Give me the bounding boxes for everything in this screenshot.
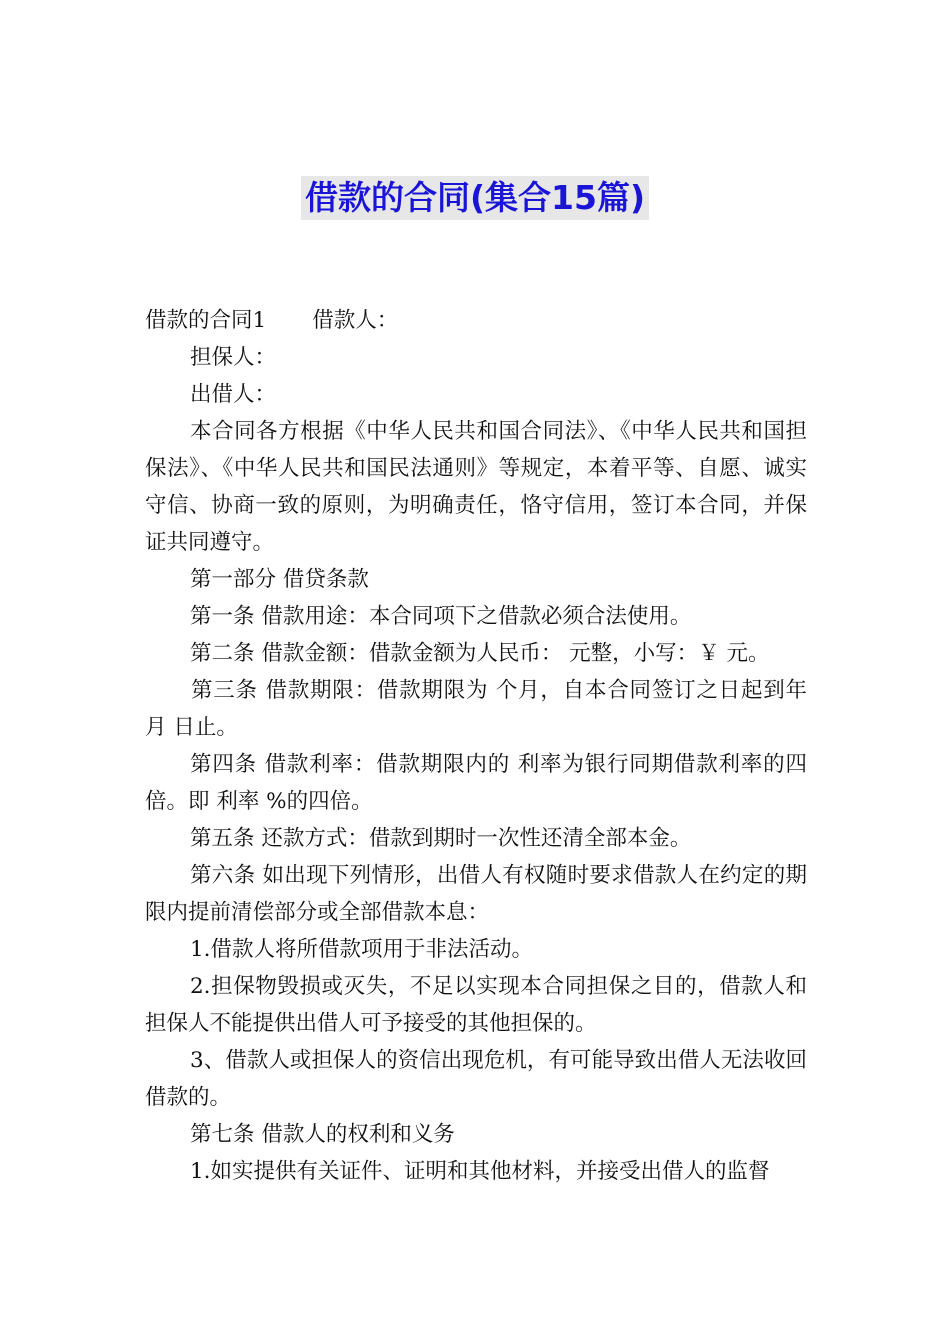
contract-number: 借款的合同1 <box>145 308 267 333</box>
list-item: 1.如实提供有关证件、证明和其他材料，并接受出借人的监督 <box>190 1159 770 1184</box>
list-item: 3、借款人或担保人的资信出现危机，有可能导致出借人无法收回借款的。 <box>145 1048 807 1110</box>
contract-heading-line <box>145 302 807 339</box>
list-item: 2.担保物毁损或灭失，不足以实现本合同担保之目的，借款人和担保人不能提供出借人可予接受的其他担保的。 <box>145 974 807 1036</box>
guarantor-label: 担保人： <box>190 345 277 370</box>
section-heading: 第一部分 借贷条款 <box>190 567 369 592</box>
article-paragraph: 第四条 借款利率：借款期限内的 利率为银行同期借款利率的四倍。即 利率 %的四倍。 <box>145 752 807 814</box>
article-paragraph: 第三条 借款期限：借款期限为 个月，自本合同签订之日起到年 月 日止。 <box>145 678 807 740</box>
article-paragraph: 第一条 借款用途：本合同项下之借款必须合法使用。 <box>190 604 692 629</box>
borrower-label: 借款人： <box>312 308 399 333</box>
article-paragraph: 第六条 如出现下列情形，出借人有权随时要求借款人在约定的期限内提前清偿部分或全部借款本息： <box>145 863 807 925</box>
list-item: 1.借款人将所借款项用于非法活动。 <box>190 937 534 962</box>
title-container <box>0 176 950 220</box>
document-title: 借款的合同(集合15篇) <box>301 176 649 220</box>
lender-label: 出借人： <box>190 382 277 407</box>
article-heading: 第七条 借款人的权利和义务 <box>190 1122 455 1147</box>
article-paragraph: 第五条 还款方式：借款到期时一次性还清全部本金。 <box>190 826 692 851</box>
document-body <box>145 302 807 1190</box>
preamble-paragraph: 本合同各方根据《中华人民共和国合同法》、《中华人民共和国担保法》、《中华人民共和国民法通则》等规定，本着平等、自愿、诚实守信、协商一致的原则，为明确责任，恪守信用，签订本合同，并保证共同遵守。 <box>145 419 807 555</box>
article-paragraph: 第二条 借款金额：借款金额为人民币： 元整，小写：￥ 元。 <box>190 641 770 666</box>
